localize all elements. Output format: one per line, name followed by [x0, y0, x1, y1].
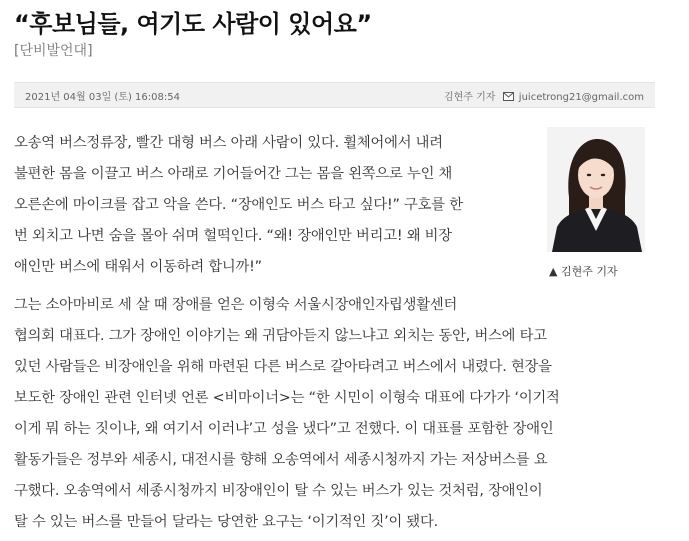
- text-line: 협의회 대표다. 그가 장애인 이야기는 왜 귀담아듣지 않느냐고 외치는 동안, 버스에 타고: [14, 328, 547, 344]
- text-line: 이게 뭐 하는 짓이냐, 왜 여기서 이러냐’고 성을 냈다”고 전했다. 이 대표를 포함한 장애인: [14, 421, 554, 437]
- article-title: “후보님들, 여기도 사람이 있어요”: [14, 10, 372, 38]
- author-email[interactable]: juicetrong21@gmail.com: [518, 92, 644, 103]
- text-line: 보도한 장애인 관련 인터넷 언론 <비마이너>는 “한 시민이 이형숙 대표에 다가가 ‘이기적: [14, 390, 560, 406]
- text-line: 있던 사람들은 비장애인을 위해 마련된 다른 버스로 갈아타려고 버스에서 내렸다. 현장을: [14, 359, 552, 375]
- publish-date: 2021년 04월 03일 (토) 16:08:54: [25, 92, 180, 103]
- text-line: 오른손에 마이크를 잡고 악을 쓴다. “장애인도 버스 타고 싶다!” 구호를 한: [14, 197, 463, 213]
- mail-icon[interactable]: [503, 92, 517, 103]
- byline: [444, 88, 644, 103]
- text-line: 불편한 몸을 이끌고 버스 아래로 기어들어간 그는 몸을 왼쪽으로 누인 채: [14, 166, 453, 182]
- article-paragraph-1: [14, 128, 534, 283]
- author-name[interactable]: 김현주 기자: [443, 92, 496, 103]
- article-paragraph-2: [14, 290, 669, 538]
- text-line: 번 외치고 나면 숨을 몰아 쉬며 헐떡인다. “왜! 장애인만 버리고! 왜 비장: [14, 228, 452, 244]
- author-photo: [547, 127, 645, 252]
- text-line: 구했다. 오송역에서 세종시청까지 비장애인이 탈 수 있는 버스가 있는 것처럼, 장애인이: [14, 483, 543, 499]
- text-line: 그는 소아마비로 세 살 때 장애를 얻은 이형숙 서울시장애인자립생활센터: [14, 297, 458, 313]
- text-line: 탈 수 있는 버스를 만들어 달라는 당연한 요구는 ‘이기적인 짓’이 됐다.: [14, 514, 438, 530]
- article-meta-bar: [14, 82, 655, 108]
- text-line: 활동가들은 정부와 세종시, 대전시를 향해 오송역에서 세종시청까지 가는 저상버스를 요: [14, 452, 548, 468]
- section-label[interactable]: [단비발언대]: [14, 43, 93, 59]
- text-line: 오송역 버스정류장, 빨간 대형 버스 아래 사람이 있다. 휠체어에서 내려: [14, 135, 443, 151]
- photo-caption: ▲ 김현주 기자: [549, 265, 618, 278]
- text-line: 애인만 버스에 태워서 이동하려 합니까!”: [14, 259, 262, 275]
